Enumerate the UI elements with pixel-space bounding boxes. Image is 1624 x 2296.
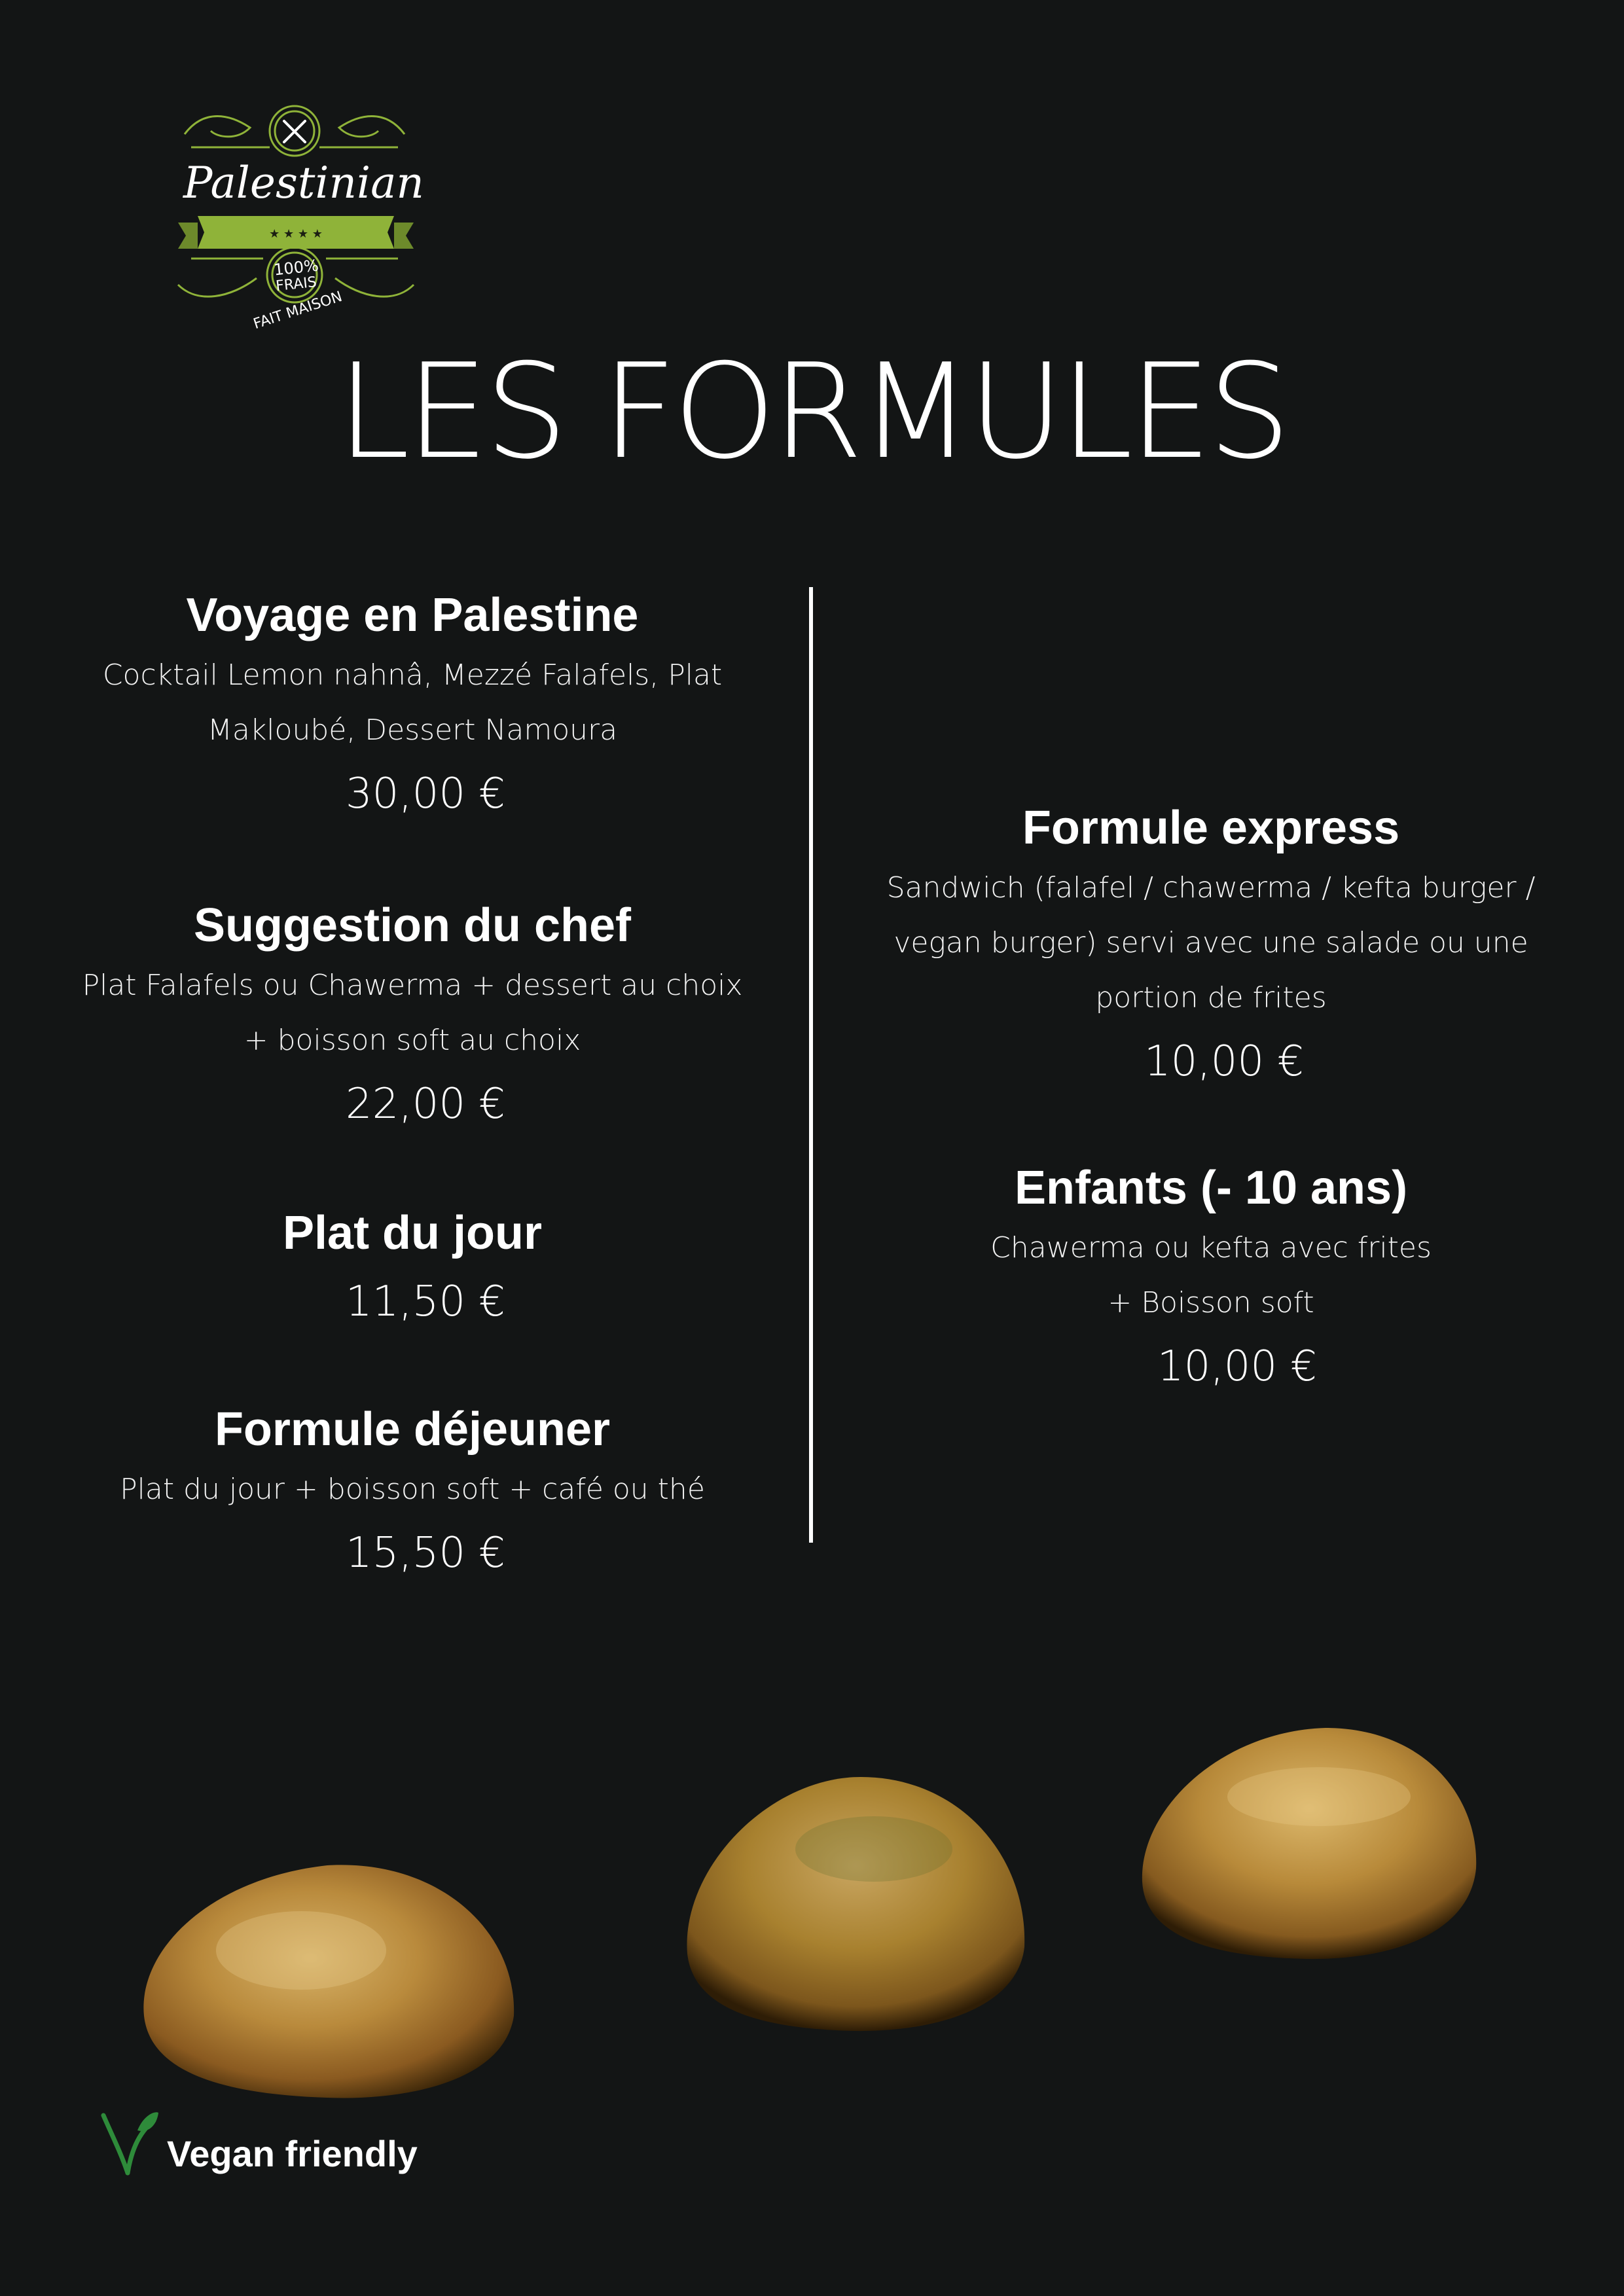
page-title: LES FORMULES xyxy=(336,336,1288,488)
formula-name: Suggestion du chef xyxy=(193,899,631,952)
logo-badge-line-2: FRAIS xyxy=(275,274,317,295)
formula-description-line: + Boisson soft xyxy=(1108,1286,1314,1319)
formula-name: Voyage en Palestine xyxy=(186,589,639,641)
falafel-photo xyxy=(1136,1718,1483,1967)
left-menu-column xyxy=(79,583,746,1589)
formula-name: Plat du jour xyxy=(283,1207,542,1259)
formula-description-line: Plat Falafels ou Chawerma + dessert au choix xyxy=(82,969,743,1002)
formula-description-line: + boisson soft au choix xyxy=(244,1024,581,1057)
vegan-leaf-icon xyxy=(98,2108,160,2179)
formula-price: 30,00 € xyxy=(345,770,506,818)
formula-description-line: vegan burger) servi avec une salade ou une xyxy=(893,926,1528,960)
formula-price: 22,00 € xyxy=(345,1080,506,1128)
formula-description-line: Makloubé, Dessert Namoura xyxy=(207,713,618,747)
svg-text:★ ★ ★ ★: ★ ★ ★ ★ xyxy=(269,227,323,241)
formula-description-line: portion de frites xyxy=(1095,981,1327,1014)
logo-brand-text: Palestinian xyxy=(183,158,424,208)
vegan-friendly-badge xyxy=(98,2108,418,2179)
logo-arc-text: FAIT MAISON xyxy=(251,288,344,333)
formula-price: 11,50 € xyxy=(345,1278,506,1326)
restaurant-logo xyxy=(171,95,424,337)
falafel-photo xyxy=(131,1820,524,2108)
formula-description-line: Cocktail Lemon nahnâ, Mezzé Falafels, Plat xyxy=(102,658,723,692)
formula-item xyxy=(79,1200,746,1397)
formula-price: 10,00 € xyxy=(1157,1342,1318,1391)
formula-item xyxy=(79,583,746,893)
logo-badge-line-1: 100% xyxy=(272,256,320,279)
formula-price: 15,50 € xyxy=(345,1529,506,1577)
falafel-photo xyxy=(677,1757,1031,2039)
formula-name: Formule déjeuner xyxy=(214,1403,611,1456)
formula-price: 10,00 € xyxy=(1144,1037,1305,1086)
formula-description-line: Plat du jour + boisson soft + café ou thé xyxy=(120,1473,705,1506)
formula-description-line: Sandwich (falafel / chawerma / kefta burger / xyxy=(886,871,1536,905)
formula-item xyxy=(79,1397,746,1589)
formula-description-line: Chawerma ou kefta avec frites xyxy=(990,1231,1432,1265)
formula-item xyxy=(79,893,746,1200)
vegan-friendly-label: Vegan friendly xyxy=(167,2132,418,2174)
formula-item xyxy=(871,1155,1551,1403)
formula-name: Formule express xyxy=(1022,802,1400,854)
column-divider xyxy=(809,587,813,1543)
right-menu-column xyxy=(871,795,1551,1403)
falafel-photo-strip xyxy=(0,1676,1624,2134)
formula-name: Enfants (- 10 ans) xyxy=(1014,1162,1408,1214)
formula-item xyxy=(871,795,1551,1155)
